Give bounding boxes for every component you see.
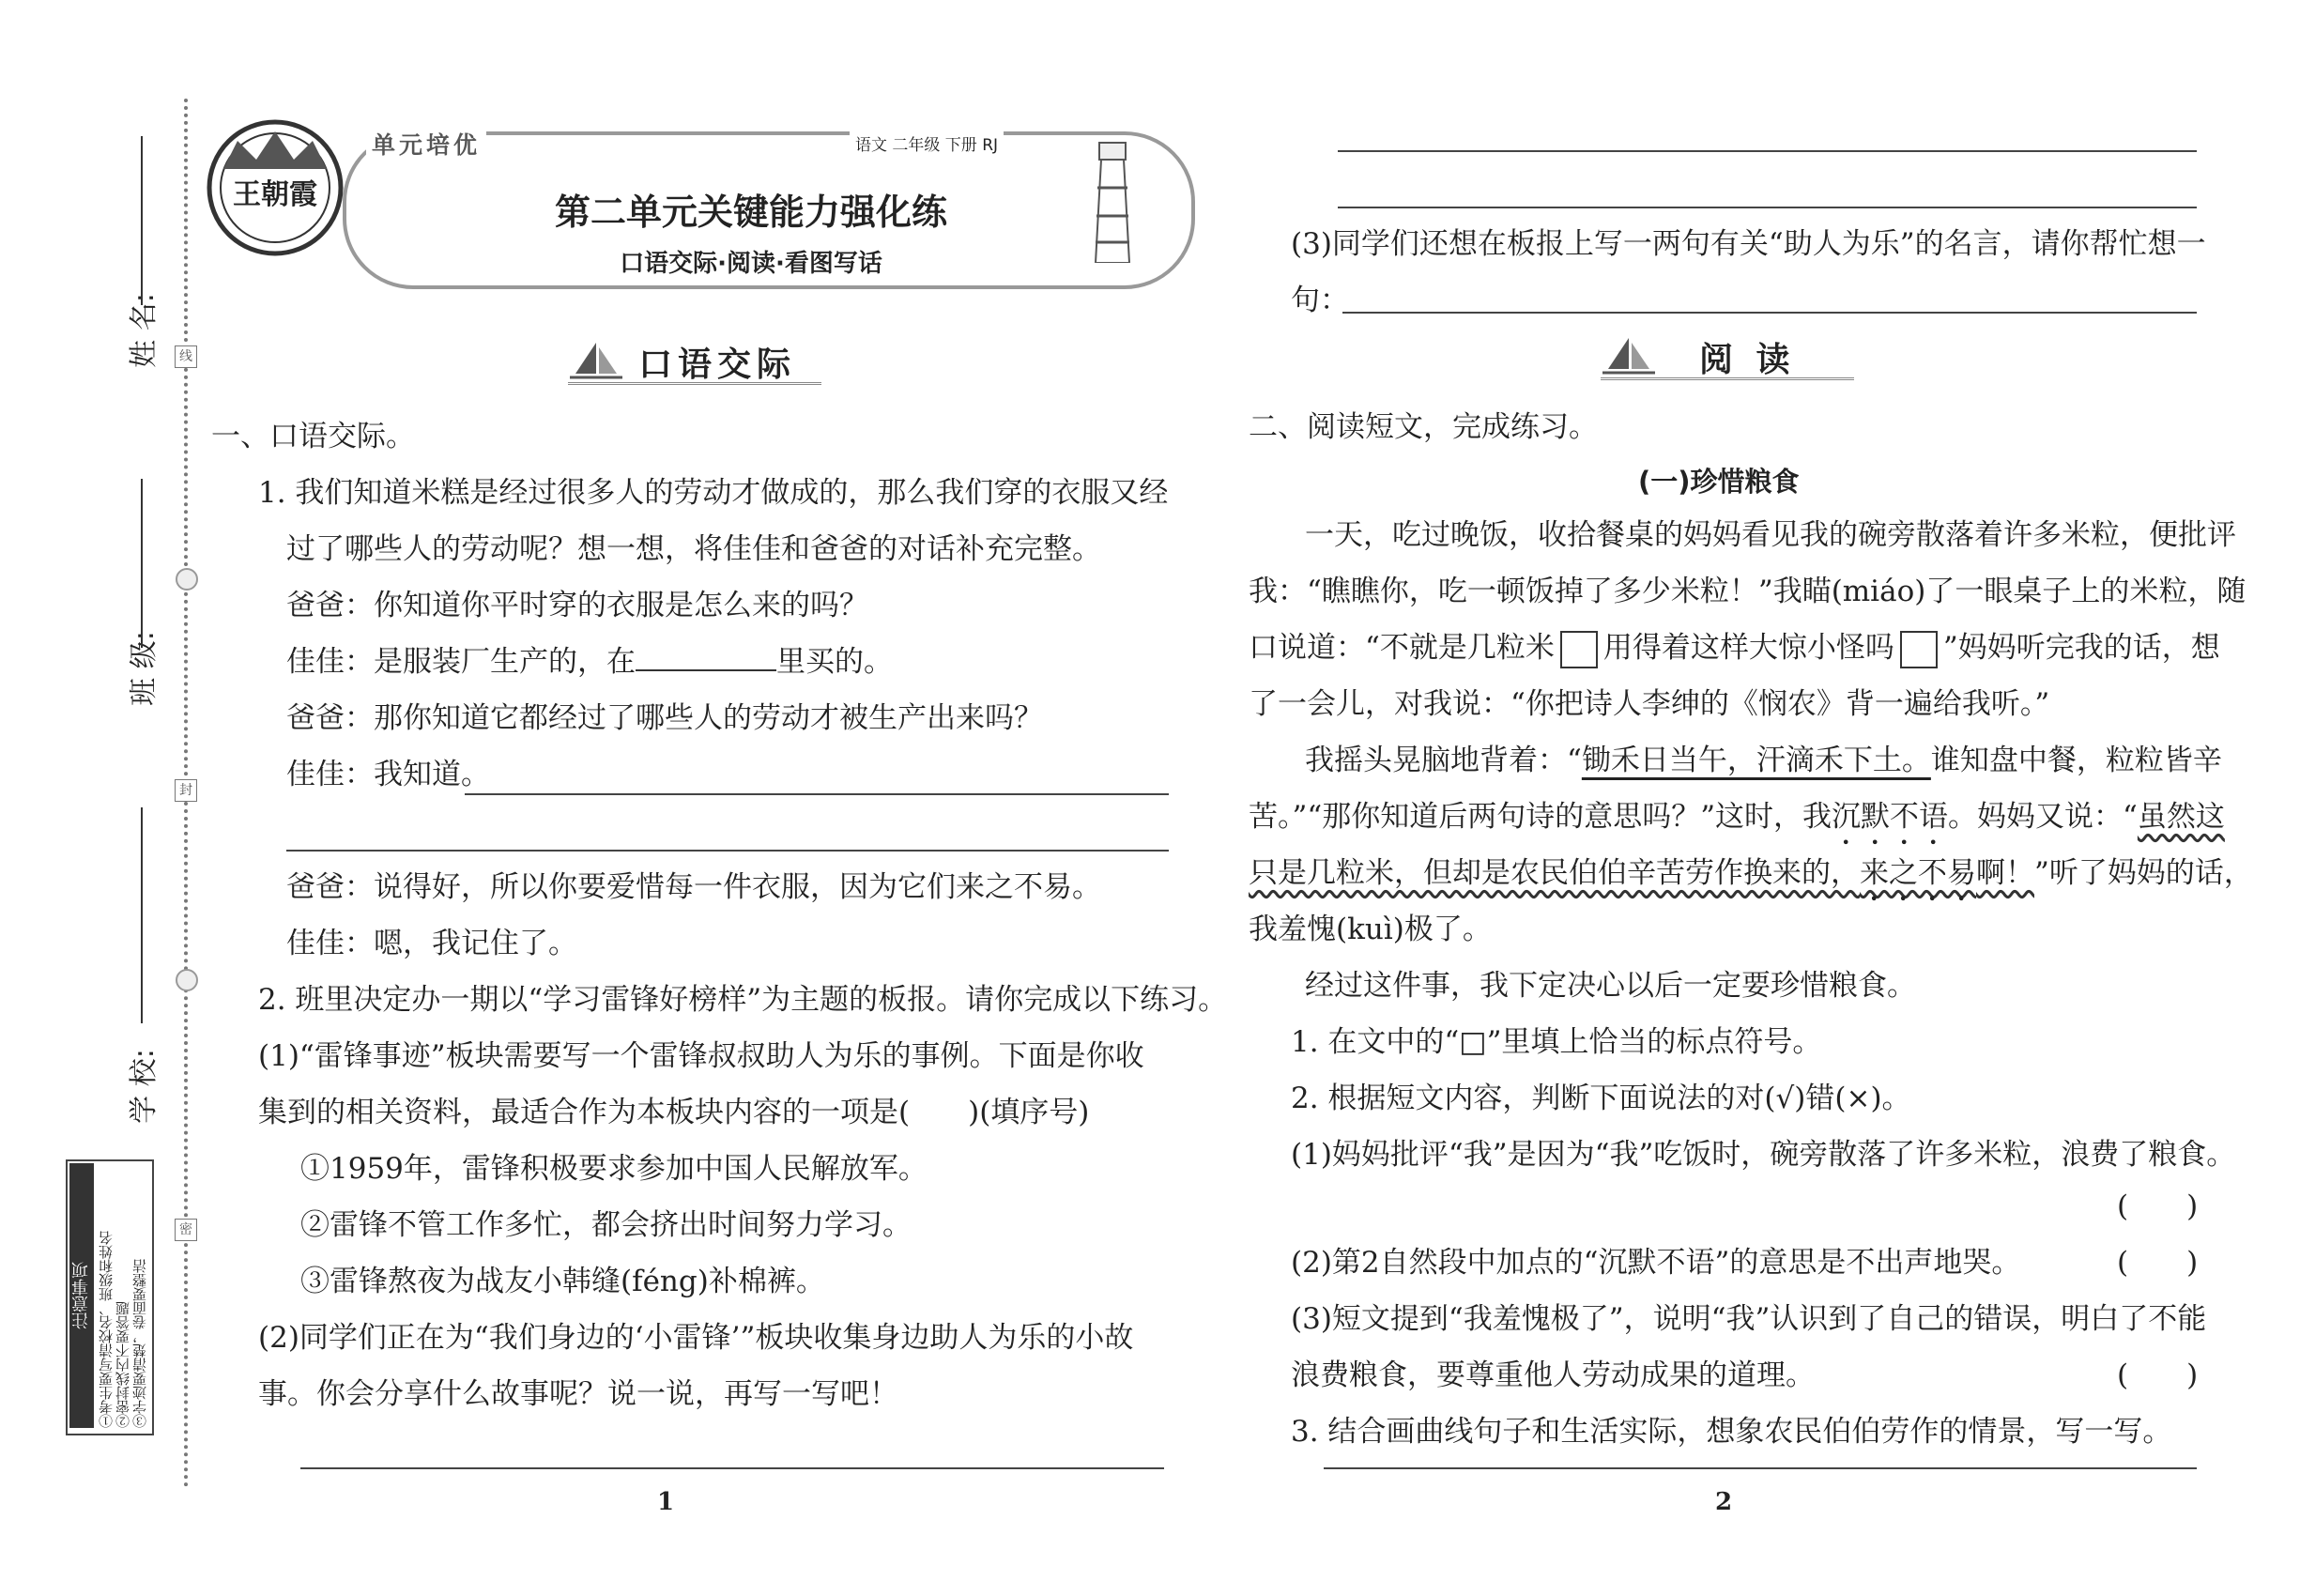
- q1-heading: 一、口语交际。: [211, 420, 415, 453]
- page-number: 2: [1715, 1488, 1733, 1516]
- option-item: ③雷锋熬夜为战友小韩缝(féng)补棉裤。: [300, 1265, 825, 1298]
- notice-title: 注意事项: [69, 1163, 94, 1428]
- binding-mark-feng: 封: [175, 779, 197, 802]
- q1-intro: 1. 我们知道米糕是经过很多人的劳动才做成的，那么我们穿的衣服又经: [258, 476, 1169, 510]
- reading-question: 3. 结合画曲线句子和生活实际，想象农民伯伯劳作的情景，写一写。: [1291, 1415, 2172, 1449]
- notice-item: ①考生要写清校名、班级和姓名: [98, 1231, 115, 1428]
- lighthouse-icon: [1084, 131, 1141, 263]
- q2-3-text: (3)同学们还想在板报上写一两句有关“助人为乐”的名言，请你帮忙想一: [1291, 227, 2206, 261]
- series-label: 单元培优: [366, 127, 486, 161]
- dialogue-line: 佳佳：是服装厂生产的，在 里买的。: [286, 634, 893, 690]
- notice-item: ③字迹要清楚，卷面要整洁: [131, 1259, 148, 1428]
- name-label: 姓 名:: [127, 293, 161, 368]
- brand-name: 王朝霞: [233, 178, 317, 211]
- punctuation-box[interactable]: [1560, 631, 1598, 668]
- article-line: 了一会儿，对我说：“你把诗人李绅的《悯农》背一遍给我听。”: [1249, 687, 2050, 721]
- answer-line[interactable]: [286, 850, 1169, 852]
- q2-2-text: (2)同学们正在为“我们身边的‘小雷锋’”板块收集身边助人为乐的小故: [258, 1321, 1134, 1355]
- answer-paren[interactable]: ( ): [2117, 1189, 2199, 1223]
- school-label: 学 校:: [127, 1049, 161, 1124]
- answer-line[interactable]: [1338, 207, 2197, 208]
- page-subtitle: 口语交际·阅读·看图写话: [620, 250, 882, 278]
- article-line: 只是几粒米，但却是农民伯伯辛苦劳作换来的，来之不易啊！”听了妈妈的话，: [1249, 856, 2253, 890]
- q2-heading: 二、阅读短文，完成练习。: [1249, 410, 1598, 444]
- reading-question: 1. 在文中的“□”里填上恰当的标点符号。: [1291, 1025, 1822, 1059]
- article-line: 经过这件事，我下定决心以后一定要珍惜粮食。: [1305, 969, 1916, 1003]
- class-label: 班 级:: [127, 631, 161, 706]
- blank-field[interactable]: [636, 641, 776, 671]
- binder-hole-icon: [176, 969, 198, 991]
- binding-mark-mi: 密: [175, 1219, 197, 1241]
- answer-line[interactable]: [300, 1467, 1164, 1469]
- q2-text: 2. 班里决定办一期以“学习雷锋好榜样”为主题的板报。请你完成以下练习。: [258, 983, 1228, 1017]
- section-tab-reading: [1601, 329, 1863, 385]
- book-meta: 语文 二年级 下册 RJ: [850, 131, 1004, 155]
- option-item: ①1959年，雷锋积极要求参加中国人民解放军。: [300, 1152, 928, 1186]
- option-item: ②雷锋不管工作多忙，都会挤出时间努力学习。: [300, 1208, 912, 1242]
- section-title: 阅 读: [1699, 341, 1796, 379]
- answer-line[interactable]: [1338, 150, 2197, 152]
- article-line: 我羞愧(kuì)极了。: [1249, 913, 1492, 946]
- judge-item: (1)妈妈批评“我”是因为“我”吃饭时，碗旁散落了许多米粒，浪费了粮食。: [1291, 1138, 2236, 1172]
- dotted-phrase: 沉默不语: [1832, 800, 1949, 834]
- answer-line[interactable]: [465, 793, 1169, 795]
- judge-item: (3)短文提到“我羞愧极了”，说明“我”认识到了自己的错误，明白了不能: [1291, 1302, 2207, 1336]
- notice-box: [66, 1159, 154, 1435]
- reading-question: 2. 根据短文内容，判断下面说法的对(√)错(×)。: [1291, 1082, 1911, 1115]
- school-field[interactable]: [141, 807, 143, 1023]
- q2-1-text: (1)“雷锋事迹”板块需要写一个雷锋叔叔助人为乐的事例。下面是你收: [258, 1039, 1144, 1073]
- judge-item: (2)第2自然段中加点的“沉默不语”的意思是不出声地哭。: [1291, 1246, 2021, 1280]
- answer-line[interactable]: [1324, 1467, 2197, 1469]
- article-line: 我：“瞧瞧你，吃一顿饭掉了多少米粒！”我瞄(miáo)了一眼桌子上的米粒，随: [1249, 575, 2246, 608]
- q2-1-text: 集到的相关资料，最适合作为本板块内容的一项是( )(填序号): [258, 1096, 1090, 1129]
- dialogue-line: 佳佳：嗯，我记住了。: [286, 927, 577, 960]
- dialogue-line: 佳佳：我知道。: [286, 758, 490, 791]
- binding-mark-xian: 线: [175, 345, 197, 368]
- answer-paren[interactable]: ( ): [2117, 1358, 2199, 1392]
- article-line: 苦。”“那你知道后两句诗的意思吗？”这时，我沉默不语。妈妈又说：“虽然这: [1249, 800, 2225, 834]
- answer-line[interactable]: [1342, 312, 2197, 314]
- article-title: (一)珍惜粮食: [1638, 466, 1800, 498]
- dialogue-line: 爸爸：说得好，所以你要爱惜每一件衣服，因为它们来之不易。: [286, 870, 1101, 904]
- page-title: 第二单元关键能力强化练: [554, 192, 947, 233]
- q2-3-text: 句：: [1291, 284, 1349, 317]
- binder-hole-icon: [176, 568, 198, 591]
- sailboat-icon: [1601, 333, 1657, 380]
- punctuation-box[interactable]: [1900, 631, 1938, 668]
- judge-item: 浪费粮食，要尊重他人劳动成果的道理。: [1291, 1358, 1815, 1392]
- section-title: 口语交际: [638, 345, 797, 384]
- dialogue-line: 爸爸：那你知道它都经过了哪些人的劳动才被生产出来吗？: [286, 701, 1043, 735]
- q2-2-text: 事。你会分享什么故事呢？说一说，再写一写吧！: [258, 1377, 898, 1411]
- article-line: 口说道：“不就是几粒米 用得着这样大惊小怪吗 ”妈妈听完我的话，想: [1249, 620, 2220, 676]
- sailboat-icon: [568, 338, 624, 385]
- q1-intro: 过了哪些人的劳动呢？想一想，将佳佳和爸爸的对话补充完整。: [286, 532, 1101, 566]
- notice-item: ②密封线内不要答题: [115, 1301, 131, 1428]
- answer-paren[interactable]: ( ): [2117, 1246, 2199, 1280]
- class-field[interactable]: [141, 479, 143, 648]
- page-number: 1: [657, 1488, 675, 1516]
- article-line: 我摇头晃脑地背着：“锄禾日当午，汗滴禾下土。谁知盘中餐，粒粒皆辛: [1305, 744, 2222, 777]
- section-tab-oral: [568, 333, 831, 390]
- dialogue-line: 爸爸：你知道你平时穿的衣服是怎么来的吗？: [286, 589, 868, 622]
- article-line: 一天，吃过晚饭，收拾餐桌的妈妈看见我的碗旁散落着许多米粒，便批评: [1305, 518, 2236, 552]
